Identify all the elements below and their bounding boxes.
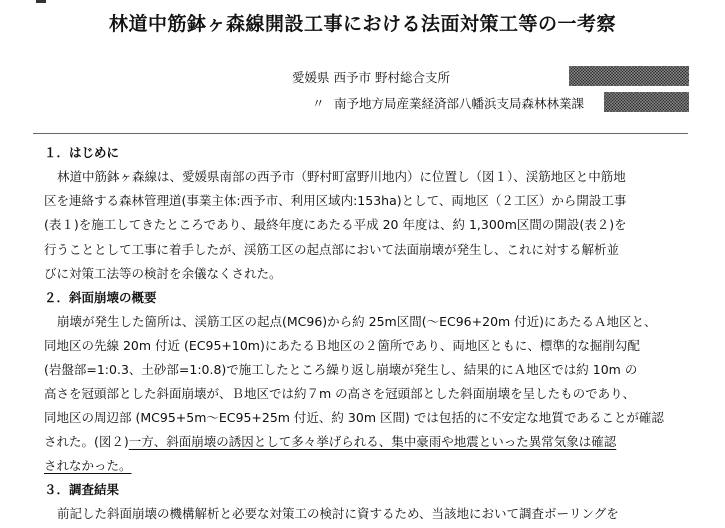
section-1-line-1: 林道中筋鉢ヶ森線は、愛媛県南部の西予市（野村町富野川地内）に位置し（図１）、渓筋地区と中筋地 — [57, 169, 626, 184]
section-2-line-7-underlined: されなかった。 — [44, 458, 132, 473]
section-2-line-6-plain: された。(図２) — [44, 434, 129, 449]
section-2-line-4: 高さを冠頭部とした斜面崩壊が、Ｂ地区では約７m の高さを冠頭部とした斜面崩壊を呈したものであり、 — [44, 386, 636, 401]
section-1-line-2: 区を連絡する森林管理道(事業主体:西予市、利用区域内:153ha)として、両地区（２工区）から開設工事 — [44, 193, 627, 208]
section-3-line-1: 前記した斜面崩壊の機構解析と必要な対策工の検討に資するため、当該地において調査ボーリングを — [57, 506, 619, 521]
section-1-line-3: (表１)を施工してきたところであり、最終年度にあたる平成 20 年度は、約 1,300m区間の開設(表２)を — [44, 217, 627, 232]
header-divider — [33, 133, 688, 134]
page-corner-mark — [36, 0, 46, 3]
section-heading-survey-results: ３．調査結果 — [44, 482, 120, 497]
section-heading-introduction: １．はじめに — [44, 145, 120, 160]
section-2-line-2: 同地区の先線 20m 付近 (EC95+10m)にあたるＢ地区の２箇所であり、両地区ともに、標準的な掘削勾配 — [44, 338, 640, 353]
section-2-line-1: 崩壊が発生した箇所は、渓筋工区の起点(MC96)から約 25m区間(～EC96+20m 付近)にあたるＡ地区と、 — [57, 314, 657, 329]
affiliation-2-ditto-mark: 〃 — [312, 96, 325, 111]
section-1-line-4: 行うこととして工事に着手したが、渓筋工区の起点部において法面崩壊が発生し、これに対する解析並 — [44, 242, 620, 257]
redacted-author-name-2 — [604, 92, 689, 112]
document-title: 林道中筋鉢ヶ森線開設工事における法面対策工等の一考察 — [108, 13, 616, 35]
section-1-line-5: びに対策工法等の検討を余儀なくされた。 — [44, 266, 282, 281]
affiliation-2-org: 南予地方局産業経済部八幡浜支局森林林業課 — [334, 96, 585, 111]
affiliation-1-org: 愛媛県 西予市 野村総合支所 — [292, 70, 450, 85]
section-2-line-6-underlined: 一方、斜面崩壊の誘因として多々挙げられる、集中豪雨や地震といった異常気象は確認 — [128, 434, 617, 449]
section-heading-slope-failure: ２．斜面崩壊の概要 — [44, 290, 157, 305]
section-2-line-6 — [44, 432, 616, 450]
redacted-author-name-1 — [569, 66, 689, 86]
section-2-line-3: (岩盤部=1:0.3、土砂部=1:0.8)で施工したところ繰り返し崩壊が発生し、結果的にＡ地区では約 10m の — [44, 362, 638, 377]
section-2-line-5: 同地区の周辺部 (MC95+5m～EC95+25m 付近、約 30m 区間) では包括的に不安定な地質であることが確認 — [44, 410, 664, 425]
